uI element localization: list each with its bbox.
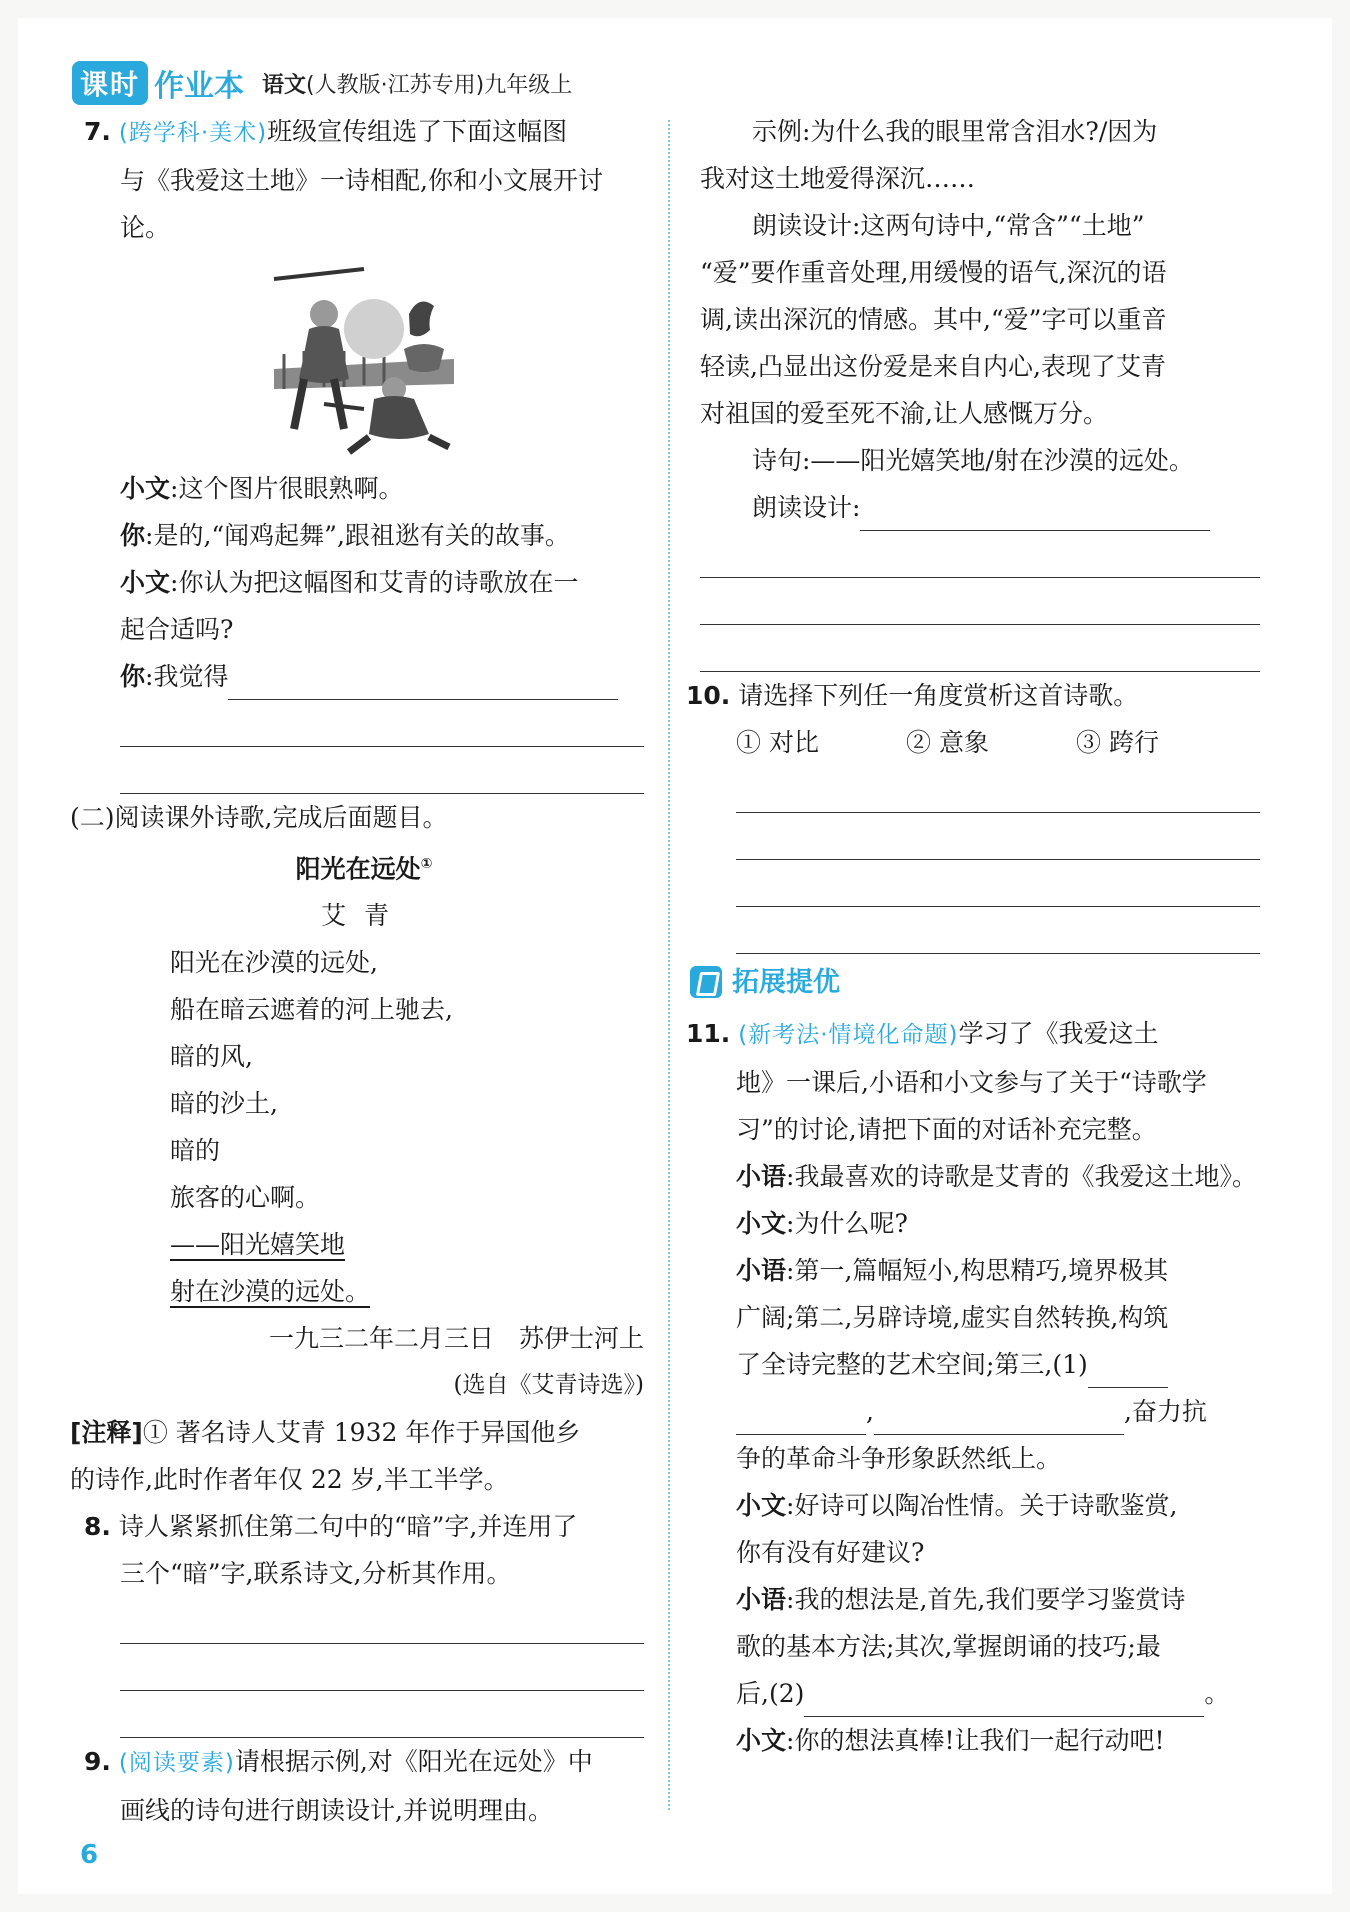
section-three-heading: 拓展提优 [690, 954, 1260, 1010]
column-divider [668, 120, 670, 1810]
subject-label: 语文 [262, 72, 307, 98]
q11-dialog-3-line3: 了全诗完整的艺术空间;第三,(1) [700, 1341, 1260, 1388]
q11-dialog-5-line3: 后,(2) 。 [700, 1670, 1260, 1717]
q9-example-line2: 我对这土地爱得深沉…… [700, 164, 976, 193]
poem-source: (选自《艾青诗选》) [453, 1372, 644, 1399]
speaker-label: 小文 [736, 1726, 787, 1755]
q7-text1: 班级宣传组选了下面这幅图 [267, 117, 568, 146]
speaker-label: 小语 [736, 1585, 787, 1614]
poem-title: 阳光在远处① [295, 854, 433, 884]
q8-line2: 三个“暗”字,联系诗文,分析其作用。 [120, 1559, 512, 1589]
q11-dialog-5: 小语:我的想法是,首先,我们要学习鉴赏诗 [736, 1585, 1186, 1614]
q11-dialog-4: 小文:好诗可以陶冶性情。关于诗歌鉴赏, [736, 1491, 1178, 1520]
brand-logo: 课时 [72, 61, 148, 105]
q9-design-line: 对祖国的爱至死不渝,让人感慨万分。 [700, 399, 1108, 428]
poem-underlined-line: 射在沙漠的远处。 [170, 1277, 371, 1307]
q11-dialog-3-line5: 争的革命斗争形象跃然纸上。 [736, 1444, 1062, 1473]
dialog-text: :我觉得 [145, 662, 229, 691]
poem-date: 一九三二年二月三日 苏伊士河上 [268, 1324, 644, 1354]
poem-line: 暗的沙土, [170, 1089, 278, 1119]
q10-line: 10. 请选择下列任一角度赏析这首诗歌。 [686, 681, 1139, 710]
pencil-icon [690, 966, 722, 998]
speaker-label: 小文 [736, 1209, 787, 1238]
q10-answer-line-4[interactable] [736, 907, 1260, 954]
speaker-label: 小语 [736, 1162, 787, 1191]
q11-blank-2[interactable] [804, 1684, 1204, 1717]
q11-line2: 地》一课后,小语和小文参与了关于“诗歌学 [736, 1068, 1207, 1097]
q10-option[interactable]: ③ 跨行 [1076, 728, 1159, 757]
q11-blank-1c[interactable] [874, 1402, 1124, 1435]
q9-verse: 诗句:——阳光嬉笑地/射在沙漠的远处。 [752, 446, 1194, 475]
annotation [70, 1409, 644, 1456]
poem-line: 暗的风, [170, 1042, 253, 1072]
q9-answer-line-2[interactable] [700, 531, 1260, 578]
q11-line3: 习”的讨论,请把下面的对话补充完整。 [736, 1115, 1157, 1144]
q7-dialog-1 [84, 465, 644, 512]
q11-dialog-1: 小语:我最喜欢的诗歌是艾青的《我爱这土地》。 [736, 1162, 1257, 1191]
q10-number: 10. [686, 681, 731, 710]
q9-tag: (阅读要素) [118, 1750, 235, 1777]
q9-answer-blank[interactable] [860, 498, 1210, 531]
q8-number: 8. [84, 1512, 111, 1542]
q10-answer-line-2[interactable] [736, 813, 1260, 860]
q7-answer-line-3[interactable] [120, 747, 644, 794]
q11-dialog-3-line4: , ,奋力抗 [700, 1388, 1260, 1435]
section-two-heading: (二)阅读课外诗歌,完成后面题目。 [70, 803, 448, 832]
q9-design-line: “爱”要作重音处理,用缓慢的语气,深沉的语 [700, 258, 1167, 287]
q9-design-line: 调,读出深沉的情感。其中,“爱”字可以重音 [700, 305, 1167, 334]
left-column [70, 108, 644, 1834]
annotation-text-2: 的诗作,此时作者年仅 22 岁,半工半学。 [70, 1465, 509, 1495]
annotation-text: ① 著名诗人艾青 1932 年作于异国他乡 [142, 1418, 581, 1448]
speaker-label: 你 [120, 662, 146, 691]
q7-number: 7. [84, 117, 111, 146]
q8-line1: 8. 诗人紧紧抓住第二句中的“暗”字,并连用了 [84, 1512, 578, 1542]
q11-dialog-2: 小文:为什么呢? [736, 1209, 908, 1238]
q7-dialog-continued: 起合适吗? [120, 615, 234, 644]
q7-answer-line [84, 653, 644, 700]
q11-dialog-6: 小文:你的想法真棒!让我们一起行动吧! [736, 1726, 1165, 1755]
q11-line1: 11. (新考法·情境化命题)学习了《我爱这土 [686, 1019, 1159, 1048]
dialog-text: :这个图片很眼熟啊。 [170, 474, 404, 503]
q9-design-answer: 朗读设计: [700, 484, 1260, 531]
q7-dialog-2 [84, 512, 644, 559]
speaker-label: 小文 [120, 568, 171, 597]
dialog-text: :你认为把这幅图和艾青的诗歌放在一 [170, 568, 579, 597]
page-number: 6 [80, 1840, 99, 1870]
right-column [686, 108, 1260, 1764]
q9-design-line: 轻读,凸显出这份爱是来自内心,表现了艾青 [700, 352, 1166, 381]
q11-blank-1a[interactable] [1088, 1355, 1168, 1388]
q11-dialog-3: 小语:第一,篇幅短小,构思精巧,境界极其 [736, 1256, 1169, 1285]
poem-underlined-line: ——阳光嬉笑地 [170, 1230, 346, 1260]
q10-option[interactable]: ② 意象 [906, 728, 989, 757]
q10-option[interactable]: ① 对比 [736, 728, 819, 757]
q7-dialog-3 [84, 559, 644, 606]
poem-line: 阳光在沙漠的远处, [170, 948, 378, 978]
q9-answer-line-3[interactable] [700, 578, 1260, 625]
speaker-label: 小语 [736, 1256, 787, 1285]
q11-dialog-4-line2: 你有没有好建议? [736, 1538, 925, 1567]
q10-answer-line-1[interactable] [736, 766, 1260, 813]
q9-number: 9. [84, 1747, 111, 1777]
q8-answer-line-3[interactable] [120, 1691, 644, 1738]
rooster-dance-illustration [254, 259, 474, 459]
q9-answer-line-4[interactable] [700, 625, 1260, 672]
edition-label: (人教版·江苏专用)九年级上 [306, 72, 573, 98]
q9-example-line1: 示例:为什么我的眼里常含泪水?/因为 [752, 117, 1158, 146]
q7-answer-blank[interactable] [228, 667, 618, 700]
q11-number: 11. [686, 1019, 731, 1048]
q7-line1 [84, 108, 644, 157]
q11-dialog-3-line2: 广阔;第二,另辟诗境,虚实自然转换,构筑 [736, 1303, 1169, 1332]
q11-dialog-5-line2: 歌的基本方法;其次,掌握朗诵的技巧;最 [736, 1632, 1161, 1661]
page-header [72, 58, 572, 108]
annotation-head: [注释] [70, 1418, 143, 1448]
q10-answer-line-3[interactable] [736, 860, 1260, 907]
q7-tag: (跨学科·美术) [118, 120, 268, 146]
brand-name: 作业本 [154, 69, 245, 104]
q8-answer-line-2[interactable] [120, 1644, 644, 1691]
book-info [262, 68, 572, 99]
speaker-label: 你 [120, 521, 146, 550]
poem-line: 船在暗云遮着的河上驰去, [170, 995, 453, 1025]
q10-options [700, 719, 1260, 766]
q7-answer-line-2[interactable] [120, 700, 644, 747]
note-mark: ① [420, 856, 433, 872]
speaker-label: 小文 [120, 474, 171, 503]
poem-line: 暗的 [170, 1136, 221, 1166]
q9-line2: 画线的诗句进行朗读设计,并说明理由。 [120, 1796, 553, 1826]
q11-tag: (新考法·情境化命题) [738, 1022, 959, 1048]
q9-design-line: 朗读设计:这两句诗中,“常含”“土地” [752, 211, 1145, 240]
q7-text2: 与《我爱这土地》一诗相配,你和小文展开讨论。 [120, 166, 603, 242]
poem-author: 艾青 [320, 901, 407, 931]
q9-line1: 9. (阅读要素)请根据示例,对《阳光在远处》中 [84, 1747, 593, 1777]
poem-body [84, 939, 644, 1315]
q8-answer-line-1[interactable] [120, 1597, 644, 1644]
q11-blank-1b[interactable] [736, 1402, 866, 1435]
dialog-text: :是的,“闻鸡起舞”,跟祖逖有关的故事。 [145, 521, 570, 550]
speaker-label: 小文 [736, 1491, 787, 1520]
poem-line: 旅客的心啊。 [170, 1183, 321, 1213]
